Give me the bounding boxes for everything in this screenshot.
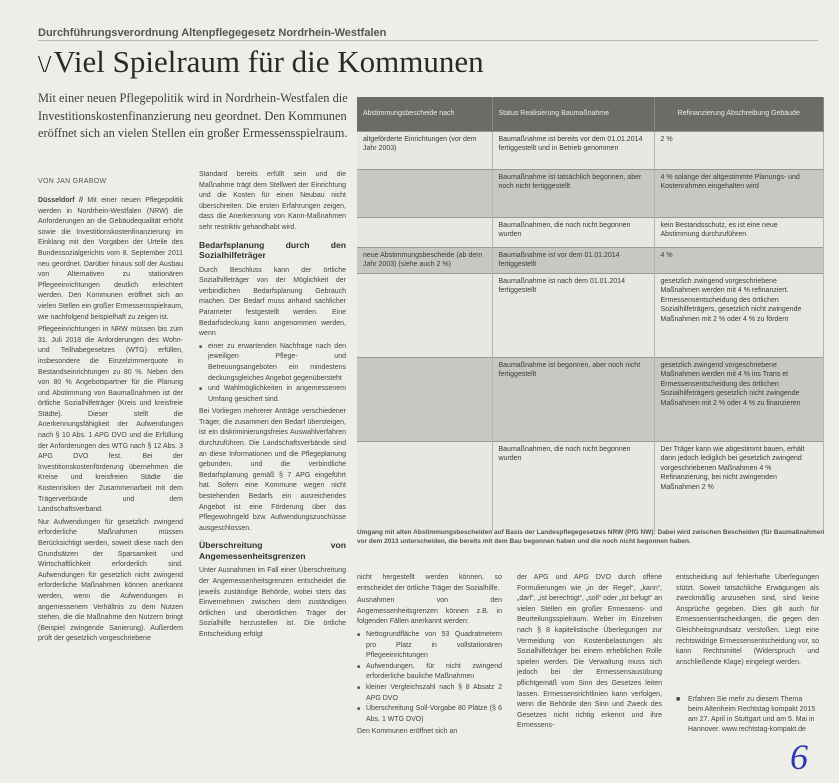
paragraph: Standard bereits erfüllt sein und die Maßnahme trägt dem Stellwert der Einrichtung und die Kosten für einen Neubau nicht überschreiten. Die ersten Erfahrungen zeigen, dass die Anerkennung von Kann-Maßnahmen sehr restriktiv gehandhabt wird. bbox=[199, 171, 346, 231]
dateline: Düsseldorf // bbox=[38, 197, 83, 204]
paragraph: Bei Vorliegen mehrerer Anträge verschiedener Träger, die zusammen den Bedarf übersteigen, ist ein diskriminierungsfreies Auswahlverfahren durchzuführen. Die Landschaftsverbände sind an diese Informationen und die Pflegeplanung gebunden, und die verbindliche Bedarfsplanung gemäß § 7 APG eingeführt hat. Sofern eine Kommune wegen nicht bestehenden Bedarfs ein ausreichendes Angebot ist eine Förderung über das Pflegewohngeld bzw. Aufwendungszuschüsse ausgeschlossen. bbox=[199, 408, 346, 532]
column-5 bbox=[676, 573, 819, 691]
table-cell: 2 % bbox=[654, 131, 824, 169]
table-cell: Der Träger kann wie abgestimmt bauen, erhält dann jedoch lediglich bei gesetzlich zwingend vorgeschriebenen Maßnahmen 4 % Refinanzierung, bei nicht zwingenden Maßnahmen 2 % bbox=[654, 441, 824, 531]
table-cell: gesetzlich zwingend vorgeschriebene Maßnahmen werden mit 4 % refinanziert. Ermessensentscheidung des örtlichen Sozialhilfeträgers, gesetzlich nicht zwingende Maßnahmen mit 2 % oder 4 % zu fördern bbox=[654, 273, 824, 357]
subheading: Überschreitung von Angemessenheitsgrenzen bbox=[199, 540, 346, 561]
bullet-list bbox=[357, 630, 502, 725]
comparison-table bbox=[357, 97, 824, 531]
lead-paragraph: Mit einer neuen Pflegepolitik wird in Nordrhein-Westfalen die Investitionskostenfinanzierung neu geordnet. Den Kommunen eröffnet sich an vielen Stellen ein großer Ermessensspielraum. bbox=[38, 91, 348, 141]
subheading: Bedarfsplanung durch den Sozialhilfeträger bbox=[199, 239, 346, 261]
paragraph: Ausnahmen von den Angemessenheitsgrenzen können z.B. in folgenden Fällen anerkannt werden: bbox=[357, 597, 502, 626]
table-cell: Baumaßnahme ist begonnen, aber noch nicht fertiggestellt bbox=[492, 357, 654, 441]
table-cell bbox=[357, 217, 492, 247]
table-cell: gesetzlich zwingend vorgeschriebene Maßnahmen werden mit 4 % ins Trans et Ermessensentscheidung des örtlichen Sozialhilfeträgers gesetzlich nicht zwingende Maßnahmen mit 2 % oder 4 % zu finanzieren bbox=[654, 357, 824, 441]
paragraph: nicht hergestellt werden können, so entscheidet der örtliche Träger der Sozialhilfe. bbox=[357, 574, 502, 592]
info-box: ■ Erfahren Sie mehr zu diesem Thema beim Altenheim Rechtstag kompakt 2015 am 27. April in Stuttgart und am 5. Mai in Hannover. www.rechtstag-kompakt.de bbox=[676, 695, 816, 735]
list-item: ■ und Wahlmöglichkeiten in angemessenem Umfang gesichert sind. bbox=[199, 384, 346, 405]
table-row bbox=[357, 247, 824, 273]
table-row bbox=[357, 441, 824, 531]
page-number: 6 bbox=[790, 737, 808, 777]
paragraph: Nur Aufwendungen für gesetzlich zwingend erforderliche Maßnahmen müssen Berücksichtigt werden, soweit diese nach den Grundsätzen der Sparsamkeit und Wirtschaftlichkeit erforderlich sind. Aufwendungen für gesetzlich nicht zwingend erforderliche Maßnahmen können anerkannt werden, wenn die Aufwendungen in angemessenem Verhältnis zu dem Nutzen stehen, die die Maßnahme den Nutzern bringt (Beispiel zwingende Sanierung). Außerdem prüft der gesetzlich vorgeschriebene bbox=[38, 518, 183, 643]
table-row bbox=[357, 217, 824, 247]
checkmark-annotation: \/ bbox=[38, 52, 52, 78]
table-cell: altgeförderte Einrichtungen (vor dem Jahr 2003) bbox=[357, 131, 492, 169]
table-header-row bbox=[357, 97, 824, 131]
table-cell: Baumaßnahmen, die noch nicht begonnen wurden bbox=[492, 217, 654, 247]
list-item: ■ einer zu erwartenden Nachfrage nach den jeweiligen Pflege- und Betreuungsangeboten ein mindestens deckungsgleiches Angebot gegenübersteht bbox=[199, 342, 346, 384]
kicker: Durchführungsverordnung Altenpflegegesetz Nordrhein-Westfalen bbox=[38, 27, 387, 39]
table-cell: Baumaßnahme ist bereits vor dem 01.01.2014 fertiggestellt und in Betrieb genommen bbox=[492, 131, 654, 169]
author-byline: VON JAN GRABOW bbox=[38, 178, 107, 185]
table-header-cell: Refinanzierung Abschreibung Gebäude bbox=[654, 97, 824, 131]
divider bbox=[38, 40, 818, 41]
table-cell bbox=[357, 357, 492, 441]
paragraph: Düsseldorf // Mit einer neuen Pflegepolitik werden in Nordrhein-Westfalen (NRW) die Anforderungen an die Gebäudequalität erhöht sowie die Investitionskostenfinanzierung im Einklang mit den Vorgaben der Urteile des Bundessozialgerichts vom 8. September 2011 neu geordnet. Darüber hinaus soll der Ausbau von Alternativen zu stationären Pflegeeinrichtungen deutlich erleichtert werden. Den Kommunen eröffnet sich an vielen Stellen ein großer Ermessensspielraum, wie nachfolgend beispielhaft zu zeigen ist. bbox=[38, 197, 183, 321]
table-row bbox=[357, 273, 824, 357]
table-cell: Baumaßnahme ist nach dem 01.01.2014 fertiggestellt bbox=[492, 273, 654, 357]
table-cell bbox=[357, 441, 492, 531]
paragraph: Den Kommunen eröffnet sich an bbox=[357, 728, 458, 736]
column-2 bbox=[199, 170, 346, 776]
paragraph: Durch Beschluss kann der örtliche Sozialhilfeträger von der Möglichkeit der verbindlichen Bedarfsplanung Gebrauch machen. Der Bedarf muss anhand sachlicher Parameter festgestellt werden. Eine Bedarfsdeckung kann angenommen werden, wenn bbox=[199, 266, 346, 338]
paragraph: Unter Ausnahmen im Fall einer Überschreitung der Angemessenheitsgrenzen entscheidet die jeweils zuständige Behörde, wobei stets das Einvernehmen zwischen dem zuständigen örtlichen und überörtlichen Träger der Sozialhilfe herzustellen ist. Die örtliche Entscheidung erfolgt bbox=[199, 567, 346, 638]
paragraph: der APG und APG DVO durch offene Formulierungen wie „in der Regel“, „kann“, „darf“, „ist berechtigt“, „soll“ oder „ist befugt“ an vielen Stellen ein großer Ermessens- und Beurteilungsspielraum. Weber im Einzelnen nach § 8 kapitelistische Überlegungen zur Vermeidung von Kostenbelastungen als Sozialhilfeträger bei einem erheblichen Rolle spielen werden. Die Verwaltung muss sich jedoch bei der Ermessensausübung pflichtgemäß vom Sinn des Gesetzes leiten lassen. Ermessensrichtlinien kann verfolgen, wenn die Behörde den Sinn und Zweck des Gesetzes nicht richtig erkennt und ihre Ermessens- bbox=[517, 574, 662, 730]
list-item: ■ Überschreitung Soll-Vorgabe 80 Plätze (§ 6 Abs. 1 WTG DVO) bbox=[357, 704, 502, 725]
headline-text: Viel Spielraum für die Kommunen bbox=[53, 44, 484, 79]
table-cell: 4 % bbox=[654, 247, 824, 273]
table-row bbox=[357, 169, 824, 217]
table-cell bbox=[357, 273, 492, 357]
table-header-cell: Status Realisierung Baumaßnahme bbox=[492, 97, 654, 131]
column-3 bbox=[357, 573, 502, 778]
table-cell: 4 % solange der altgestimmte Planungs- und Kostenrahmen eingehalten wird bbox=[654, 169, 824, 217]
list-item: ■ kleiner Vergleichszahl nach § 8 Absatz 2 APG DVO bbox=[357, 683, 502, 704]
list-item: ■ Nettogrundfläche von 53 Quadratmetern pro Platz in vollstationären Pflegeeinrichtungen bbox=[357, 630, 502, 662]
table-header-cell: Abstimmungsbescheide nach bbox=[357, 97, 492, 131]
column-1 bbox=[38, 196, 183, 776]
table-cell: Baumaßnahme ist vor dem 01.01.2014 fertiggestellt bbox=[492, 247, 654, 273]
table-cell: Baumaßnahme ist tatsächlich begonnen, aber noch nicht fertiggestellt bbox=[492, 169, 654, 217]
paragraph: Pflegeeinrichtungen in NRW müssen bis zum 31. Juli 2018 die Anforderungen des Wohn- und Teilhabegesetzes (WTG) erfüllen, insbesondere die Einzelzimmerquote in Bestandseinrichtungen zu 80 %. Neben den von 80 % Angebotspartner für die Planung und Abstimmung von Baumaßnahmen ist der örtliche Sozialhilfeträger (Kreis und kreisfreie Städte). Dieser stellt die Anerkennungsfähigkeit der Aufwendungen nach § 10 Abs. 1 APG DVO und die Erfüllung der Anforderungen des WTG nach § 12 Abs. 3 APG DVO fest. Bei der Investitionskostenförderung übernehmen die Kreise und kreisfreien Städte die Kostenrisiken der Zusammenarbeit mit dem Trägerverbünde und dem Landschaftsverband. bbox=[38, 326, 183, 514]
table-cell: Baumaßnahmen, die noch nicht begonnen wurden bbox=[492, 441, 654, 531]
table-cell: kein Bestandsschutz, es ist eine neue Abstimmung durchzuführen bbox=[654, 217, 824, 247]
table-row bbox=[357, 357, 824, 441]
paragraph: entscheidung auf fehlerhafte Überlegungen stützt. Soweit tatsächliche Erwägungen als zweckmäßig anzusehen sind, sind keine Ansprüche gegeben. Dies gilt auch für Ermessensentscheidungen, die gegen den Gleichheitsgrundsatz verstoßen. Liegt eine rechtswidrige Ermessensentscheidung vor, so kann Rechtsmittel (Widerspruch und anschließende Klage) eingelegt werden. bbox=[676, 574, 819, 666]
table-caption: Umgang mit alten Abstimmungsbescheiden auf Basis der Landespflegegesetzes NRW (PfG NW): Dabei wird zwischen Bescheiden (für Baumaßnahmen vor dem 2013 unterscheiden, die bereits mit dem Bau begonnen haben und die noch nicht begonnen haben. bbox=[357, 529, 825, 545]
bullet-list bbox=[199, 342, 346, 406]
table-row bbox=[357, 131, 824, 169]
column-4 bbox=[517, 573, 662, 778]
table-cell: neue Abstimmungsbescheide (ab dem Jahr 2003) (siehe auch 2 %) bbox=[357, 247, 492, 273]
list-item: ■ Aufwendungen, für nicht zwingend erforderliche bauliche Maßnahmen bbox=[357, 662, 502, 683]
table-cell bbox=[357, 169, 492, 217]
headline bbox=[38, 44, 484, 80]
